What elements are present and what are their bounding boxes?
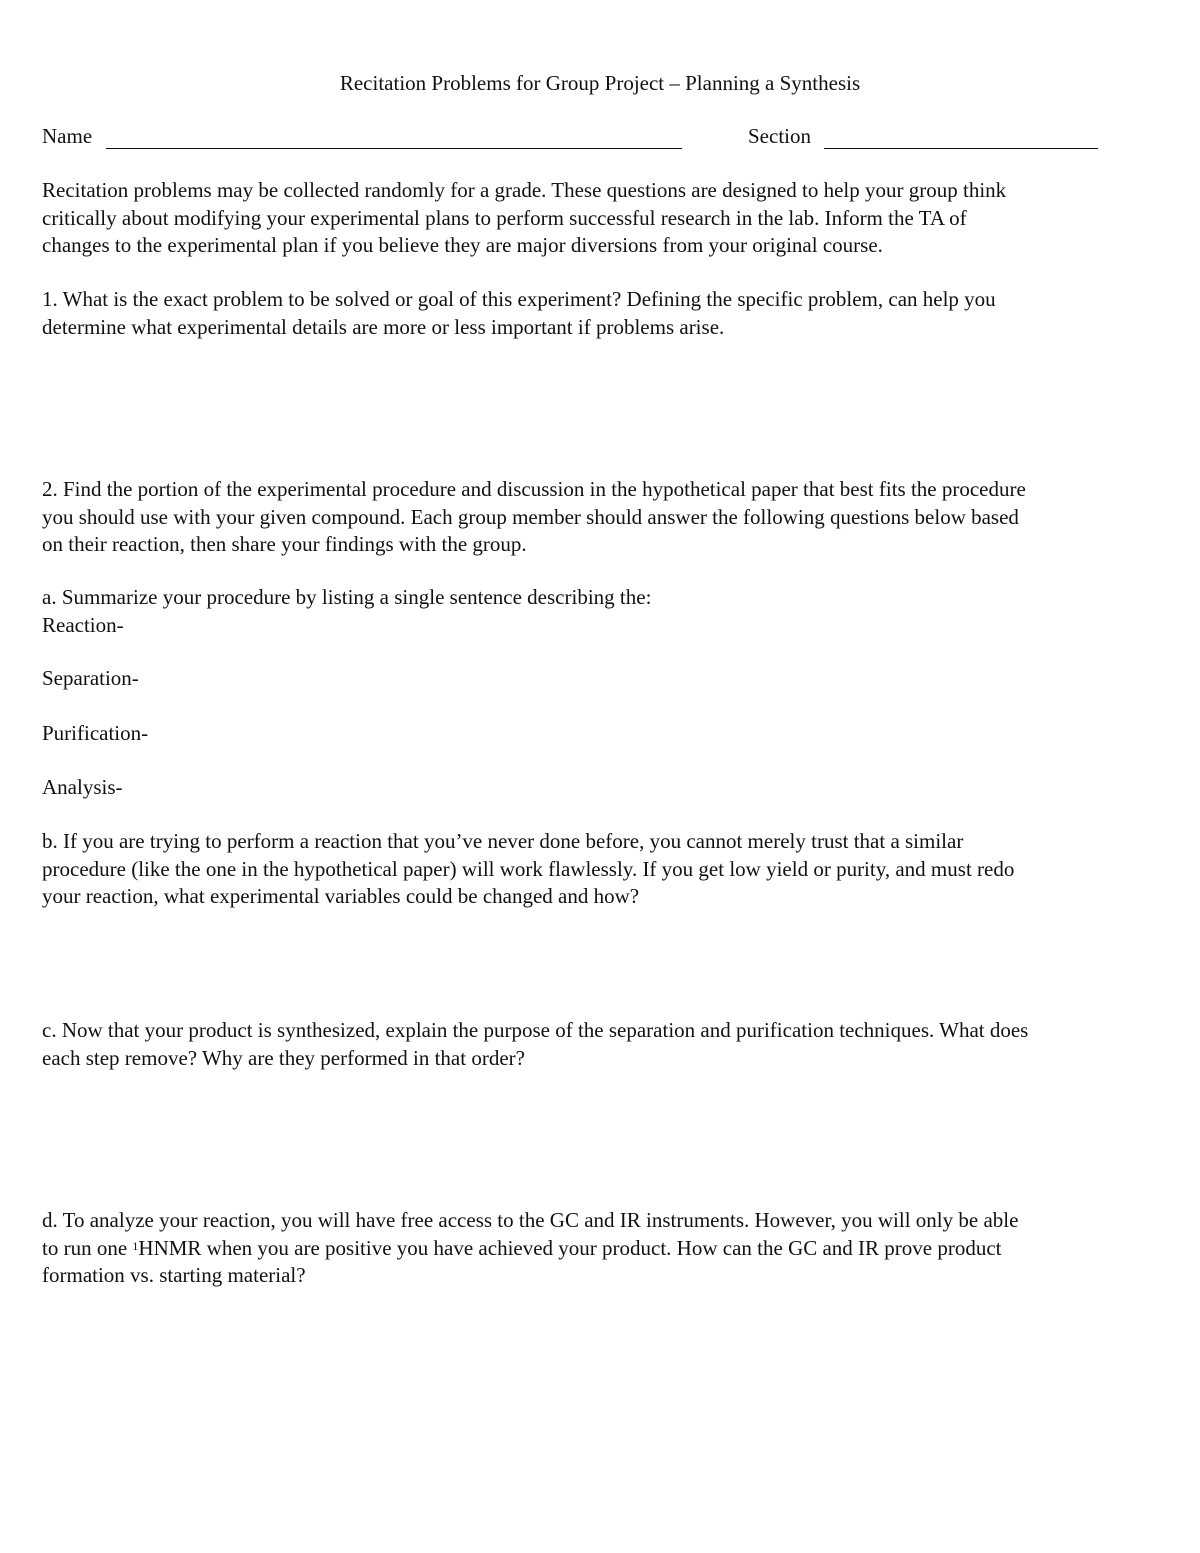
intro-paragraph	[42, 177, 1006, 260]
analysis-label: Analysis-	[42, 775, 123, 799]
reaction-label: Reaction-	[42, 612, 124, 637]
text-line: critically about modifying your experimental plans to perform successful research in the lab. Inform the TA of	[42, 205, 967, 230]
text-line: changes to the experimental plan if you believe they are major diversions from your original course.	[42, 233, 883, 257]
text-fragment: to run one	[42, 1235, 133, 1260]
text-line: d. To analyze your reaction, you will have free access to the GC and IR instruments. However, you will only be able	[42, 1208, 1019, 1232]
section-label: Section	[748, 124, 811, 148]
text-fragment: HNMR when you are positive you have achieved your product. How can the GC and IR prove product	[138, 1235, 1002, 1260]
text-line: on their reaction, then share your findings with the group.	[42, 532, 527, 556]
section-field[interactable]	[824, 148, 1098, 149]
text-line: determine what experimental details are more or less important if problems arise.	[42, 314, 725, 339]
text-line: c. Now that your product is synthesized, explain the purpose of the separation and purification techniques. What does	[42, 1018, 1029, 1042]
page-title: Recitation Problems for Group Project – Planning a Synthesis	[339, 71, 861, 95]
text-line: your reaction, what experimental variables could be changed and how?	[42, 884, 640, 908]
text-line: each step remove? Why are they performed in that order?	[42, 1045, 525, 1070]
purification-label: Purification-	[42, 721, 149, 745]
separation-label: Separation-	[42, 666, 139, 690]
text-line: you should use with your given compound. Each group member should answer the following questions below based	[42, 504, 1019, 529]
text-line: 2. Find the portion of the experimental procedure and discussion in the hypothetical paper that best fits the procedure	[42, 477, 1026, 501]
name-field[interactable]	[106, 148, 682, 149]
question-2a-prompt: a. Summarize your procedure by listing a single sentence describing the:	[42, 585, 652, 609]
superscript: 1	[132, 1238, 139, 1253]
question-2d	[42, 1207, 1018, 1290]
text-line: Recitation problems may be collected randomly for a grade. These questions are designed to help your group think	[42, 178, 1007, 202]
question-2c	[42, 1017, 1028, 1072]
question-2b	[42, 828, 1014, 911]
question-2	[42, 476, 1026, 559]
question-1	[42, 286, 996, 341]
question-2a	[42, 584, 651, 639]
text-line	[42, 1235, 1018, 1263]
text-line: 1. What is the exact problem to be solved or goal of this experiment? Defining the specific problem, can help you	[42, 287, 996, 311]
text-line: b. If you are trying to perform a reaction that you’ve never done before, you cannot merely trust that a similar	[42, 829, 964, 853]
text-line: formation vs. starting material?	[42, 1263, 306, 1287]
name-label: Name	[42, 124, 93, 148]
text-line: procedure (like the one in the hypothetical paper) will work flawlessly. If you get low yield or purity, and must redo	[42, 856, 1015, 881]
